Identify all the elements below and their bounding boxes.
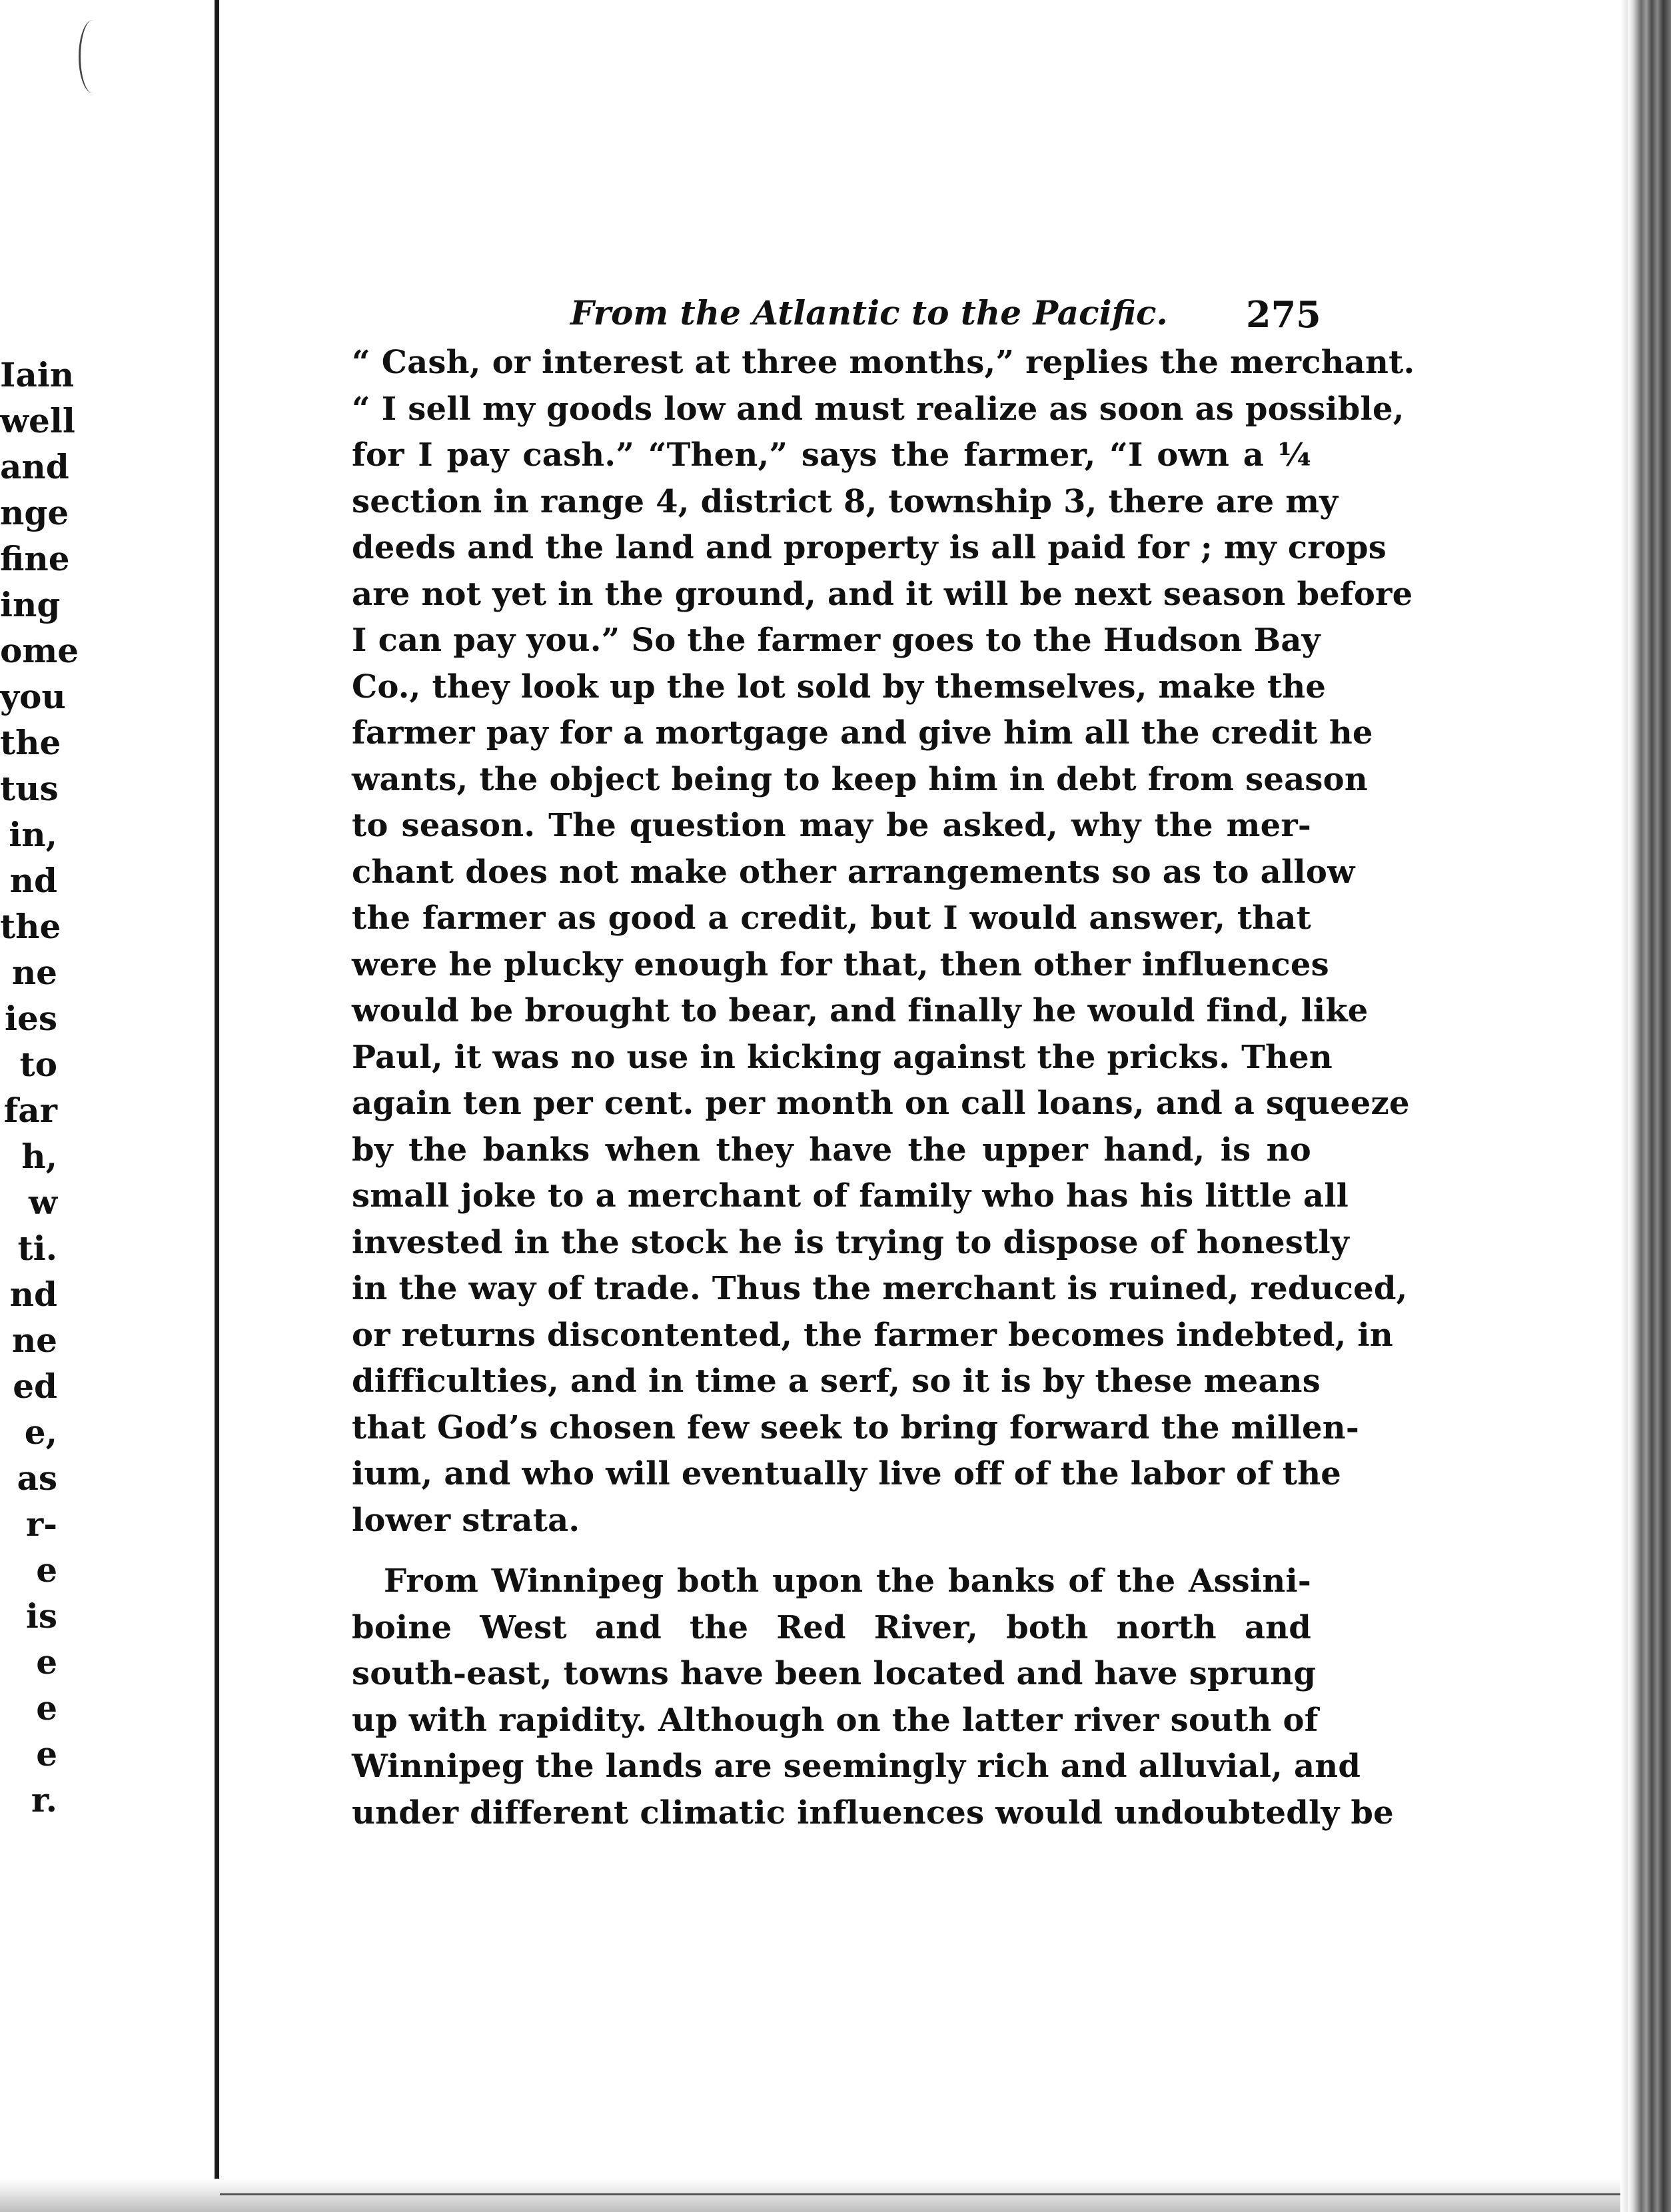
- text-line: boine West and the Red River, both north and: [352, 1608, 1311, 1646]
- text-line: south-east, towns have been located and have sprung: [352, 1655, 1317, 1692]
- left-fragment-line: nd: [9, 861, 57, 900]
- left-fragment-line: ti.: [17, 1229, 57, 1268]
- text-line: Co., they look up the lot sold by themselves, make the: [352, 668, 1327, 706]
- text-line: Winnipeg the lands are seemingly rich and alluvial, and: [352, 1748, 1361, 1785]
- left-fragment-line: fine: [0, 539, 70, 578]
- book-page: [352, 267, 1415, 1832]
- text-line: again ten per cent. per month on call loans, and a squeeze: [352, 1085, 1410, 1122]
- left-fragment-line: e: [36, 1550, 57, 1590]
- text-line: chant does not make other arrangements so as to allow: [352, 853, 1355, 891]
- text-line: by the banks when they have the upper hand, is no: [352, 1131, 1311, 1169]
- text-line: under different climatic influences would undoubtedly be: [352, 1794, 1394, 1832]
- left-fragment-line: Iain: [0, 355, 75, 394]
- page-edge-shadow: [1620, 0, 1628, 2212]
- text-line: farmer pay for a mortgage and give him all the credit he: [352, 714, 1373, 752]
- text-line: that God’s chosen few seek to bring forward the millen-: [352, 1408, 1359, 1446]
- left-fragment-line: ome: [0, 631, 79, 670]
- text-line: are not yet in the ground, and it will be next season before: [352, 575, 1413, 613]
- text-line: From Winnipeg both upon the banks of the Assini-: [384, 1562, 1311, 1600]
- page-number: 275: [1246, 293, 1321, 336]
- book-edge: [1628, 0, 1671, 2212]
- running-header: [352, 267, 1321, 340]
- left-fragment-line: e,: [24, 1412, 57, 1452]
- text-line: the farmer as good a credit, but I would answer, that: [352, 899, 1311, 937]
- text-line: for I pay cash.” “Then,” says the farmer, “I own a ¼: [352, 436, 1311, 474]
- text-line: up with rapidity. Although on the latter river south of: [352, 1701, 1319, 1739]
- text-line: “ Cash, or interest at three months,” replies the merchant.: [352, 344, 1415, 381]
- text-line: difficulties, and in time a serf, so it is by these means: [352, 1363, 1321, 1400]
- left-fragment-line: nge: [0, 493, 69, 532]
- left-fragment-line: nd: [9, 1275, 57, 1314]
- left-fragment-line: in,: [9, 815, 57, 854]
- left-fragment-line: you: [0, 677, 66, 716]
- left-fragment-line: r.: [31, 1780, 57, 1820]
- left-fragment-line: and: [0, 447, 69, 486]
- left-fragment-line: w: [28, 1183, 57, 1222]
- left-fragment-line: ne: [11, 953, 57, 992]
- left-fragment-line: is: [25, 1596, 57, 1636]
- text-line: small joke to a merchant of family who has his little all: [352, 1177, 1349, 1215]
- left-page-text-fragments: [0, 0, 79, 2212]
- left-fragment-line: as: [17, 1458, 57, 1498]
- text-line: deeds and the land and property is all paid for ; my crops: [352, 529, 1387, 566]
- left-fragment-line: e: [36, 1734, 57, 1774]
- text-line: ium, and who will eventually live off of the labor of the: [352, 1455, 1342, 1492]
- text-line: were he plucky enough for that, then other influences: [352, 945, 1329, 983]
- left-fragment-list: [0, 352, 79, 1823]
- book-gutter: [215, 0, 219, 2212]
- left-fragment-line: far: [3, 1091, 57, 1130]
- left-fragment-line: tus: [0, 769, 59, 808]
- text-line: I can pay you.” So the farmer goes to the Hudson Bay: [352, 622, 1321, 659]
- text-line: section in range 4, district 8, township 3, there are my: [352, 482, 1339, 520]
- left-fragment-line: h,: [21, 1137, 57, 1176]
- left-fragment-line: ne: [11, 1321, 57, 1360]
- left-fragment-line: e: [36, 1688, 57, 1728]
- left-facing-page: [0, 0, 217, 2212]
- body-text: [352, 340, 1415, 1836]
- bottom-page-shadow: [0, 2179, 1620, 2212]
- text-line: in the way of trade. Thus the merchant is ruined, reduced,: [352, 1270, 1408, 1307]
- left-fragment-line: ies: [5, 999, 57, 1038]
- text-line: or returns discontented, the farmer becomes indebted, in: [352, 1316, 1394, 1354]
- bottom-edge-line: [220, 2193, 1620, 2195]
- left-fragment-line: ing: [0, 585, 61, 624]
- running-title: From the Atlantic to the Pacific.: [570, 293, 1168, 332]
- left-fragment-line: r-: [25, 1504, 57, 1544]
- text-line: wants, the object being to keep him in debt from season: [352, 760, 1368, 798]
- text-line: invested in the stock he is trying to dispose of honestly: [352, 1223, 1350, 1261]
- left-fragment-line: the: [0, 907, 61, 946]
- left-fragment-line: the: [0, 723, 61, 762]
- left-fragment-line: ed: [13, 1367, 57, 1406]
- text-line: Paul, it was no use in kicking against the pricks. Then: [352, 1038, 1333, 1076]
- text-line: to season. The question may be asked, why the mer-: [352, 807, 1311, 844]
- left-fragment-line: well: [0, 401, 75, 440]
- left-fragment-line: to: [19, 1045, 57, 1084]
- left-fragment-line: e: [36, 1642, 57, 1682]
- text-line: would be brought to bear, and finally he would find, like: [352, 992, 1369, 1029]
- page-edge-mark: [79, 20, 107, 93]
- text-line: “ I sell my goods low and must realize as soon as possible,: [352, 390, 1404, 428]
- text-line: lower strata.: [352, 1501, 580, 1539]
